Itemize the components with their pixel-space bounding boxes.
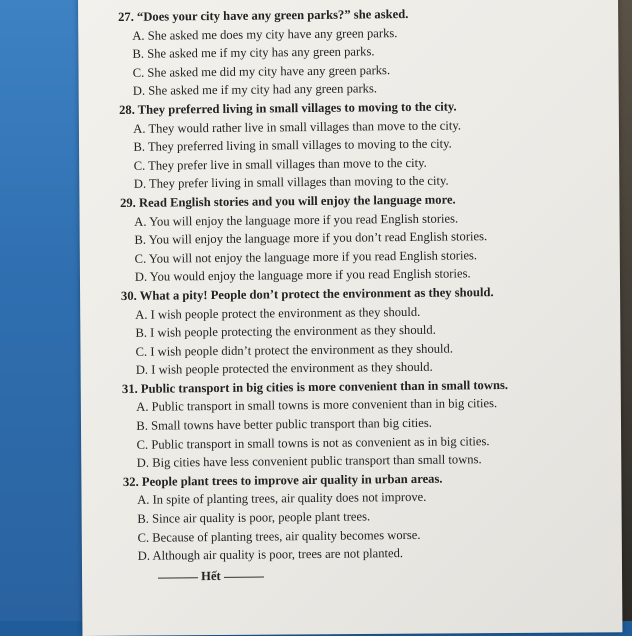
- question-stem: 29. Read English stories and you will enjoy the language more.: [119, 192, 456, 210]
- question-stem: 27. “Does your city have any green parks?” she asked.: [118, 6, 409, 24]
- divider-left: [158, 577, 198, 578]
- option-a: A. You will enjoy the language more if you read English stories.: [134, 210, 459, 229]
- background-left: [0, 0, 90, 621]
- option-a: A. I wish people protect the environment as they should.: [135, 304, 421, 322]
- option-a: A. In spite of planting trees, air quality does not improve.: [137, 490, 427, 508]
- question-29: [120, 189, 621, 287]
- option-c: C. They prefer live in small villages than move to the city.: [133, 155, 427, 173]
- option-d: D. I wish people protected the environment as they should.: [135, 360, 433, 378]
- option-b: B. Since air quality is poor, people plant trees.: [137, 509, 371, 526]
- option-b: B. You will enjoy the language more if you don’t read English stories.: [134, 229, 488, 247]
- end-label: Hết: [201, 568, 221, 583]
- option-c: C. I wish people didn’t protect the environment as they should.: [135, 341, 454, 359]
- option-b: B. I wish people protecting the environment as they should.: [135, 322, 436, 340]
- option-d: D. You would enjoy the language more if you read English stories.: [134, 266, 471, 285]
- question-30: [121, 282, 622, 380]
- option-d: D. Big cities have less convenient public transport than small towns.: [136, 452, 482, 471]
- divider-right: [224, 576, 264, 577]
- option-c: C. Because of planting trees, air quality becomes worse.: [137, 527, 421, 545]
- question-31: [122, 375, 623, 473]
- option-d: D. They prefer living in small villages than moving to the city.: [133, 173, 449, 192]
- question-stem: 32. People plant trees to improve air quality in urban areas.: [122, 471, 443, 489]
- exam-page: [118, 3, 624, 587]
- question-28: [119, 96, 620, 194]
- option-d: D. Although air quality is poor, trees are not planted.: [137, 546, 404, 564]
- option-a: A. They would rather live in small villages than move to the city.: [133, 117, 462, 136]
- option-a: A. Public transport in small towns is more convenient than in big cities.: [136, 396, 498, 415]
- option-d: D. She asked me if my city had any green parks.: [132, 81, 378, 99]
- question-stem: 28. They preferred living in small villages to moving to the city.: [118, 99, 457, 117]
- question-27: [118, 3, 619, 101]
- option-b: B. She asked me if my city has any green parks.: [132, 44, 375, 62]
- question-stem: 30. What a pity! People don’t protect the environment as they should.: [120, 284, 494, 303]
- option-a: A. She asked me does my city have any green parks.: [132, 25, 398, 43]
- question-stem: 31. Public transport in big cities is more convenient than in small towns.: [121, 377, 509, 396]
- option-b: B. They preferred living in small villages to moving to the city.: [133, 136, 452, 155]
- question-32: [123, 468, 624, 566]
- option-b: B. Small towns have better public transport than big cities.: [136, 415, 432, 433]
- option-c: C. You will not enjoy the language more if you read English stories.: [134, 247, 478, 266]
- option-c: C. She asked me did my city have any green parks.: [132, 62, 391, 80]
- option-c: C. Public transport in small towns is not as convenient as in big cities.: [136, 433, 490, 452]
